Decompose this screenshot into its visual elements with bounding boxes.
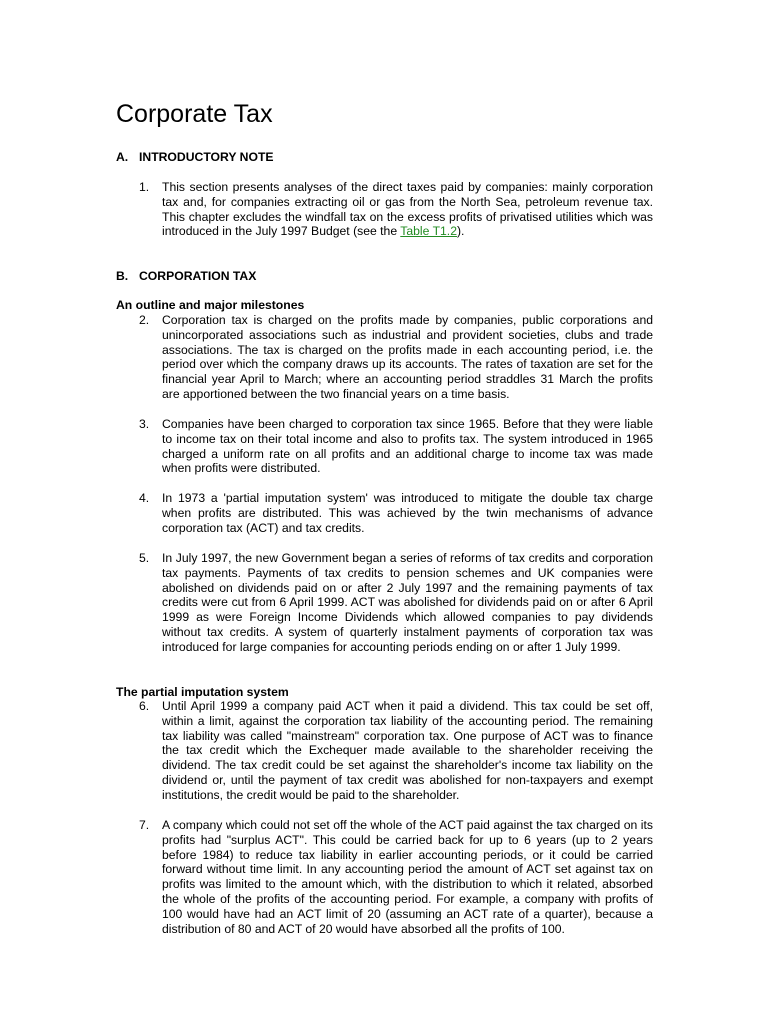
- paragraph-5-text: In July 1997, the new Government began a series of reforms of tax credits and corporation tax payments. Payments of tax credits to pension schemes and UK companies were abolished on dividends paid on or after 2 July 1997 and the remaining payments of tax credits were cut from 6 April 1999. ACT was abolished for dividends paid on or after 6 April 1999 as were Foreign Income Dividends which allowed companies to pay dividends without tax credits. A system of quarterly instalment payments of corporation tax was introduced for large companies for accounting periods ending on or after 1 July 1999.: [162, 551, 653, 654]
- paragraph-4-text: In 1973 a 'partial imputation system' was introduced to mitigate the double tax charge when profits are distributed. This was achieved by the twin mechanisms of advance corporation tax (ACT) and tax credits.: [162, 491, 653, 535]
- paragraph-3: [139, 417, 653, 476]
- paragraph-1-text-after: ).: [456, 224, 465, 239]
- table-t1-2-link[interactable]: Table T1.2: [400, 224, 457, 239]
- paragraph-1-number: 1.: [139, 180, 150, 194]
- section-a-title: INTRODUCTORY NOTE: [139, 150, 274, 164]
- outline-subheading: An outline and major milestones: [116, 298, 305, 312]
- paragraph-1-text: [162, 180, 653, 239]
- paragraph-5: [139, 551, 653, 655]
- paragraph-7: [139, 818, 653, 936]
- paragraph-2: [139, 313, 653, 402]
- paragraph-4-number: 4.: [139, 491, 150, 505]
- paragraph-7-number: 7.: [139, 818, 150, 832]
- partial-imputation-subheading: The partial imputation system: [116, 685, 289, 699]
- section-b-heading: [116, 268, 256, 284]
- paragraph-2-number: 2.: [139, 313, 150, 327]
- paragraph-1-text-before: This section presents analyses of the direct taxes paid by companies: mainly corporation tax and, for companies extracting oil or gas from the North Sea, petroleum revenue tax. This chapter excludes the windfall tax on the excess profits of privatised utilities which was introduced in the July 1997 Budget (see the: [162, 180, 653, 239]
- paragraph-2-text: Corporation tax is charged on the profits made by companies, public corporations and unincorporated associations such as industrial and provident societies, clubs and trade associations. The tax is charged on the profits made in each accounting period, i.e. the period over which the company draws up its accounts. The rates of taxation are set for the financial year April to March; where an accounting period straddles 31 March the profits are apportioned between the two financial years on a time basis.: [162, 313, 653, 401]
- paragraph-3-text: Companies have been charged to corporation tax since 1965. Before that they were liable to income tax on their total income and also to profits tax. The system introduced in 1965 charged a uniform rate on all profits and an additional charge to income tax was made when profits were distributed.: [162, 417, 653, 476]
- section-a-heading: [116, 149, 274, 165]
- section-a-label: A.: [116, 150, 129, 164]
- paragraph-1: [139, 180, 653, 239]
- paragraph-6: [139, 699, 653, 803]
- paragraph-6-number: 6.: [139, 699, 150, 713]
- paragraph-4: [139, 491, 653, 535]
- section-b-label: B.: [116, 269, 129, 283]
- paragraph-7-text: A company which could not set off the whole of the ACT paid against the tax charged on its profits had "surplus ACT". This could be carried back for up to 6 years (up to 2 years before 1984) to reduce tax liability in earlier accounting periods, or it could be carried forward without time limit. In any accounting period the amount of ACT set against tax on profits was limited to the amount which, with the distribution to which it related, absorbed the whole of the profits of the accounting period. For example, a company with profits of 100 would have had an ACT limit of 20 (assuming an ACT rate of a quarter), because a distribution of 80 and ACT of 20 would have absorbed all the profits of 100.: [162, 818, 653, 936]
- page-title: Corporate Tax: [116, 100, 273, 128]
- section-b-title: CORPORATION TAX: [139, 269, 257, 283]
- paragraph-3-number: 3.: [139, 417, 150, 431]
- paragraph-6-text: Until April 1999 a company paid ACT when it paid a dividend. This tax could be set off, within a limit, against the corporation tax liability of the accounting period. The remaining tax liability was called "mainstream" corporation tax. One purpose of ACT was to finance the tax credit which the Exchequer made available to the shareholder receiving the dividend. The tax credit could be set against the shareholder's income tax liability on the dividend or, until the payment of tax credit was abolished for non-taxpayers and exempt institutions, the credit would be paid to the shareholder.: [162, 699, 653, 802]
- paragraph-5-number: 5.: [139, 551, 150, 565]
